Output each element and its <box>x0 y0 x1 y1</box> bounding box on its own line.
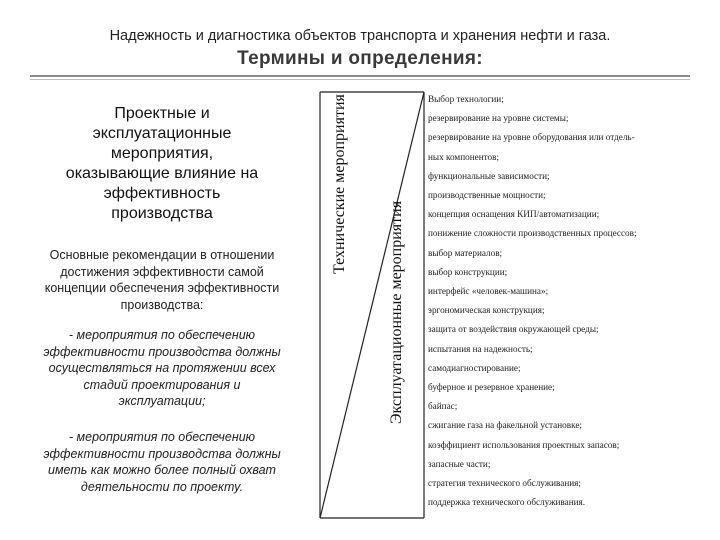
bullet-line: эффективности производства должны <box>43 344 281 359</box>
heading-line: мероприятия, <box>110 145 214 162</box>
recommendations-text <box>22 247 302 313</box>
bullet-line: - мероприятия по обеспечению <box>68 328 256 342</box>
bullet-line: стадий проектирования и <box>83 377 241 392</box>
heading-line: производства <box>111 205 213 222</box>
header-subtitle: Надежность и диагностика объектов транспорта и хранения нефти и газа. <box>109 28 611 44</box>
title-divider-thin <box>30 79 690 80</box>
bullet-line: иметь как можно более полный охват <box>48 463 276 477</box>
label-operational-measures: Эксплуатационные мероприятия <box>388 200 405 424</box>
label-technical-measures: Технические мероприятия <box>331 94 348 274</box>
heading-line: эффективность <box>103 185 221 202</box>
measure-item: интерфейс «человек-машина»; <box>428 286 549 296</box>
measure-item: понижение сложности производственных процессов; <box>428 228 637 239</box>
measure-item: защита от воздействия окружающей среды; <box>428 324 599 335</box>
measure-item: запасные части; <box>428 458 491 469</box>
heading-line: оказывающие влияние на <box>65 165 259 182</box>
measure-item: буферное и резервное хранение; <box>428 382 555 392</box>
bullet-line: эксплуатации; <box>118 394 206 408</box>
measure-item: концепция оснащения КИП/автоматизации; <box>428 209 600 220</box>
measure-item: резервирование на уровне оборудования или отдель- <box>428 132 635 143</box>
title-divider <box>30 75 690 77</box>
heading-line: эксплуатационные <box>92 125 232 142</box>
recommendation-line: концепции обеспечения эффективности <box>44 281 280 295</box>
bullet-line: осуществляться на протяжении всех <box>48 361 276 375</box>
measure-item: испытания на надежность; <box>428 343 533 354</box>
measure-item: самодиагностирование; <box>428 362 521 373</box>
recommendation-line: Основные рекомендации в отношении <box>49 248 275 262</box>
recommendation-line: достижения эффективности самой <box>60 264 264 279</box>
measure-item: сжигание газа на факельной установке; <box>428 420 582 431</box>
bullet-line: деятельности по проекту. <box>80 479 244 494</box>
recommendation-line: производства: <box>120 297 204 312</box>
measure-item: эргономическая конструкция; <box>428 305 545 316</box>
bullet-line: - мероприятия по обеспечению <box>68 430 256 444</box>
measure-item: выбор материалов; <box>428 247 503 258</box>
heading-line: Проектные и <box>114 105 210 122</box>
measure-item: производственные мощности; <box>428 190 546 200</box>
measure-item: резервирование на уровне системы; <box>428 113 569 124</box>
measure-item: байпас; <box>428 401 458 412</box>
bullet-2 <box>22 429 302 495</box>
measure-item: Выбор технологии; <box>428 94 504 104</box>
measure-item: поддержка технического обслуживания. <box>428 497 586 508</box>
measure-item: функциональные зависимости; <box>428 170 550 181</box>
measure-item: выбор конструкции; <box>428 266 508 277</box>
bullet-1 <box>22 327 302 410</box>
page-title: Термины и определения: <box>237 48 483 69</box>
measure-item: коэффициент использования проектных запасов; <box>428 439 620 450</box>
measure-item: стратегия технического обслуживания; <box>428 478 581 488</box>
bullet-line: эффективности производства должны <box>43 446 281 461</box>
left-heading <box>22 104 302 224</box>
measure-item: ных компонентов; <box>428 151 500 162</box>
